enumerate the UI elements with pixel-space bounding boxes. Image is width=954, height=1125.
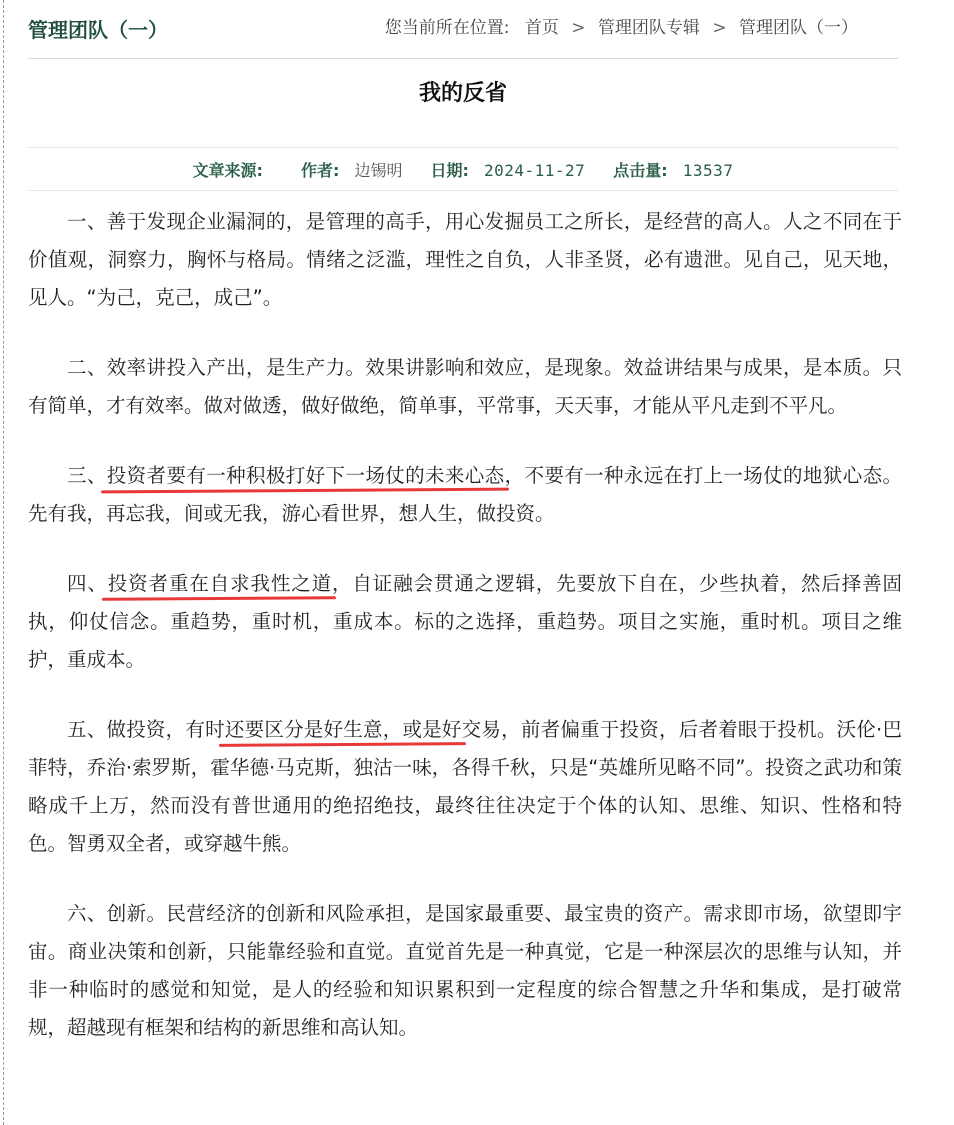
breadcrumb xyxy=(385,13,858,38)
meta-date xyxy=(430,158,585,181)
meta-author-value: 边锡明 xyxy=(354,160,403,180)
paragraph-text: 四、 xyxy=(67,572,108,595)
meta-author xyxy=(301,158,403,181)
highlighted-phrase: 投资者要有一种积极打好下一场仗的未来心态 xyxy=(106,464,505,487)
paragraph-text: 五、做投资，有时 xyxy=(67,718,225,741)
article-paragraph xyxy=(28,457,902,533)
article-paragraph xyxy=(28,711,902,863)
meta-date-label: 日期: xyxy=(430,160,469,180)
article-paragraph xyxy=(28,349,902,425)
meta-source xyxy=(193,158,273,181)
article-body xyxy=(28,203,902,1047)
meta-source-label: 文章来源: xyxy=(192,160,263,180)
paragraph-text: 一、善于发现企业漏洞的，是管理的高手，用心发掘员工之所长，是经营的高人。人之不同在于价值观，洞察力，胸怀与格局。情绪之泛滥，理性之自负，人非圣贤，必有遗泄。见自己，见天地，见人。“为己，克己，成己”。 xyxy=(28,210,902,309)
breadcrumb-album-link[interactable]: 管理团队专辑 xyxy=(597,18,700,38)
article-paragraph xyxy=(28,565,902,679)
article-meta-bar xyxy=(28,147,898,191)
breadcrumb-separator: > xyxy=(712,18,727,38)
page-left-border xyxy=(3,0,4,1125)
paragraph-text: 三、 xyxy=(67,464,107,487)
paragraph-text: ，自证融会贯通之逻辑，先要放下自在，少些执着，然后择善固执，仰仗信念。重趋势，重时机，重成本。标的之选择，重趋势。项目之实施，重时机。项目之维护，重成本。 xyxy=(28,572,902,671)
page-header xyxy=(28,0,898,59)
article-paragraph xyxy=(28,203,902,317)
meta-views xyxy=(613,158,733,181)
meta-views-label: 点击量: xyxy=(613,160,668,180)
breadcrumb-home-link[interactable]: 首页 xyxy=(524,18,559,38)
paragraph-text: 二、效率讲投入产出，是生产力。效果讲影响和效应，是现象。效益讲结果与成果，是本质。只有简单，才有效率。做对做透，做好做绝，简单事，平常事，天天事，才能从平凡走到不平凡。 xyxy=(28,356,902,417)
highlighted-phrase: 还要区分是好生意，或是好 xyxy=(224,718,462,741)
paragraph-text: ，不要有一种永远在打上一场仗的地狱心态。先有我，再忘我，间或无我，游心看世界，想人生，做投资。 xyxy=(28,464,902,525)
paragraph-text: 交易，前者偏重于投资，后者着眼于投机。沃伦·巴菲特，乔治·索罗斯，霍华德·马克斯，独沽一味，各得千秋，只是“英雄所见略不同”。投资之武功和策略成千上万，然而没有普世通用的绝招绝技，最终往往决定于个体的认知、思维、知识、性格和特色。智勇双全者，或穿越牛熊。 xyxy=(28,718,902,855)
breadcrumb-current-link[interactable]: 管理团队（一） xyxy=(739,18,858,38)
paragraph-text: 六、创新。民营经济的创新和风险承担，是国家最重要、最宝贵的资产。需求即市场，欲望即宇宙。商业决策和创新，只能靠经验和直觉。直觉首先是一种真觉，它是一种深层次的思维与认知，并非一种临时的感觉和知觉，是人的经验和知识累积到一定程度的综合智慧之升华和集成，是打破常规，超越现有框架和结构的新思维和高认知。 xyxy=(28,902,902,1039)
article-paragraph xyxy=(28,895,902,1047)
section-title: 管理团队（一） xyxy=(28,18,168,42)
article-title: 我的反省 xyxy=(418,81,507,106)
meta-views-value: 13537 xyxy=(682,160,734,180)
breadcrumb-prefix: 您当前所在位置: xyxy=(384,18,510,38)
meta-author-label: 作者: xyxy=(300,160,340,180)
highlighted-phrase: 投资者重在自求我性之道 xyxy=(107,572,333,595)
breadcrumb-separator: > xyxy=(571,18,586,38)
meta-date-value: 2024-11-27 xyxy=(483,160,586,180)
